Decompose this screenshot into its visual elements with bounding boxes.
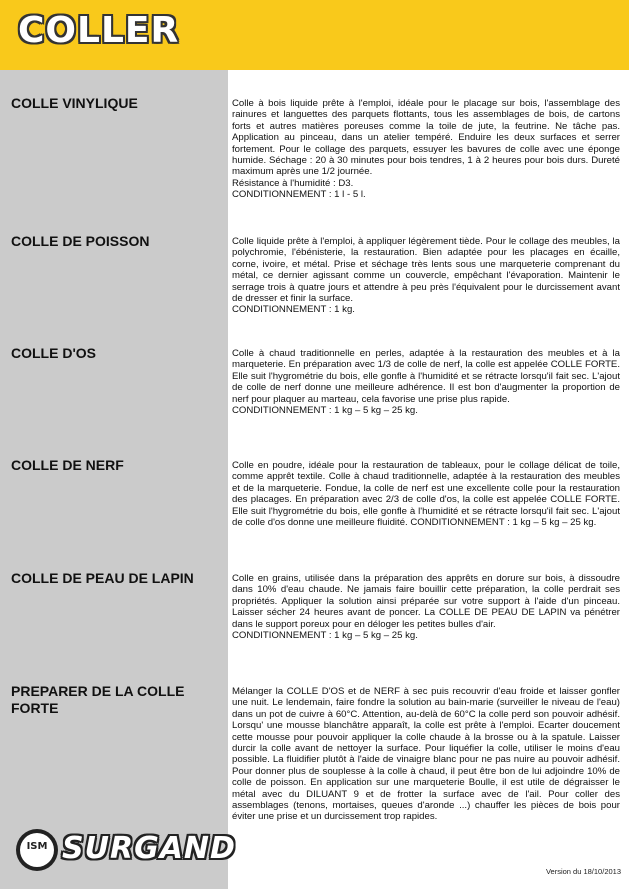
section-title-colle-de-poisson: COLLE DE POISSON bbox=[11, 233, 150, 249]
section-title-colle-de-peau-de-lapin: COLLE DE PEAU DE LAPIN bbox=[11, 570, 194, 586]
section-title-colle-de-nerf: COLLE DE NERF bbox=[11, 457, 124, 473]
logo-wordmark: SURGAND bbox=[62, 831, 236, 866]
section-title-colle-vinylique: COLLE VINYLIQUE bbox=[11, 95, 138, 111]
section-body-colle-vinylique: Colle à bois liquide prête à l'emploi, idéale pour le placage sur bois, l'assemblage des rainures et languettes des parquets flottants, tous les assemblages de bois, de cartons forts et autres matières poreuses comme la toile de jute, la feutrine. Ne tâche pas. Application au pinceau, dans un atelier tempéré. Enduire les deux surfaces et serrer fortement. Pour le collage des parquets, essuyer les bavures de colle avec une éponge humide. Séchage : 20 à 30 minutes pour bois tendres, 1 à 2 heures pour bois durs. Dureté maximum après une 1/2 journée. Résistance à l'humidité : D3. CONDITIONNEMENT : 1 l - 5 l. bbox=[232, 98, 620, 201]
logo-mark-text: ISM bbox=[26, 841, 48, 852]
section-title-preparer-colle-forte: PREPARER DE LA COLLE FORTE bbox=[11, 683, 185, 716]
section-body-colle-de-poisson: Colle liquide prête à l'emploi, à appliquer légèrement tiède. Pour le collage des meubles, la polychromie, l'ébénisterie, la restauration. Bien adaptée pour les placages en écaille, corne, ivoire, et métal. Prise et séchage très lents sous une marqueterie comprenant du métal, ce dernier agissant comme un couvercle, empêchant l'évaporation. Maintenir le serrage trois à quatre jours et attendre à peu près l'équivalent pour le durcissement avant de dresser et finir la surface. CONDITIONNEMENT : 1 kg. bbox=[232, 236, 620, 316]
page-header bbox=[0, 0, 629, 70]
version-footer: Version du 18/10/2013 bbox=[545, 867, 621, 876]
page-title: COLLER bbox=[18, 10, 180, 51]
section-title-colle-d-os: COLLE D'OS bbox=[11, 345, 96, 361]
section-body-preparer-colle-forte: Mélanger la COLLE D'OS et de NERF à sec puis recouvrir d'eau froide et laisser gonfler une nuit. Le lendemain, faire fondre la solution au bain-marie (surveiller le niveau de l'eau) dans un pot de cuivre à 60°C. Attention, au-delà de 60°C la colle perd son pouvoir adhésif. Lorsqu' une mousse blanchâtre apparaît, la colle est prête à l'emploi. Ecarter doucement cette mousse pour pouvoir appliquer la colle chaude à la brosse ou à la spatule. Laisser durcir la colle avant de nettoyer la surface. Pour liquéfier la colle, utiliser le moins d'eau possible. La fluidifier plutôt à l'aide de vinaigre blanc pour ne pas nuire au pouvoir adhésif. Pour donner plus de souplesse à la colle à chaud, il peut être bon de lui adjoindre 10% de colle de poisson. En application sur une marqueterie Boulle, il est utile de dégraisser le métal avec du DILUANT 9 et de frotter la surface avec de l'ail. Pour coller des assemblages (tenons, mortaises, queues d'aronde ...) chauffer les pièces de bois pour éviter une prise et un durcissement trop rapides. bbox=[232, 686, 620, 823]
section-body-colle-d-os: Colle à chaud traditionnelle en perles, adaptée à la restauration des meubles et à la marqueterie. En préparation avec 1/3 de colle de nerf, la colle est appelée COLLE FORTE. Elle suit l'hygrométrie du bois, elle gonfle à l'humidité et se rétracte lorsqu'il fait sec. L'ajout de colle de nerf donne une meilleure adhérence. Il est bon d'augmenter la proportion de nerf pour plaquer au marteau, cela favorise une prise plus rapide. CONDITIONNEMENT : 1 kg – 5 kg – 25 kg. bbox=[232, 348, 620, 417]
section-body-colle-de-nerf: Colle en poudre, idéale pour la restauration de tableaux, pour le collage délicat de toile, comme apprêt textile. Colle à chaud traditionnelle, adaptée à la restauration des meubles et de la marqueterie. Fondue, la colle de nerf est une excellente colle pour la restauration des placages. En préparation avec 2/3 de colle d'os, la colle est appelée COLLE FORTE. Elle suit l'hygrométrie du bois, elle gonfle à l'humidité et se rétracte lorsqu'il fait sec. L'ajout de colle d'os donne une meilleure fluidité. CONDITIONNEMENT : 1 kg – 5 kg – 25 kg. bbox=[232, 460, 620, 529]
section-body-colle-de-peau-de-lapin: Colle en grains, utilisée dans la préparation des apprêts en dorure sur bois, à dissoudre dans 10% d'eau chaude. Ne jamais faire bouillir cette préparation, la colle perdrait ses propriétés. Appliquer la solution ainsi préparée sur votre support à l'aide d'un pinceau. Laisser sécher 24 heures avant de poncer. La COLLE DE PEAU DE LAPIN va pénétrer dans le support poreux pour en déloger les petites bulles d'air. CONDITIONNEMENT : 1 kg – 5 kg – 25 kg. bbox=[232, 573, 620, 642]
surgand-logo bbox=[16, 829, 236, 875]
logo-mark-icon bbox=[16, 829, 58, 871]
sidebar bbox=[0, 70, 228, 889]
